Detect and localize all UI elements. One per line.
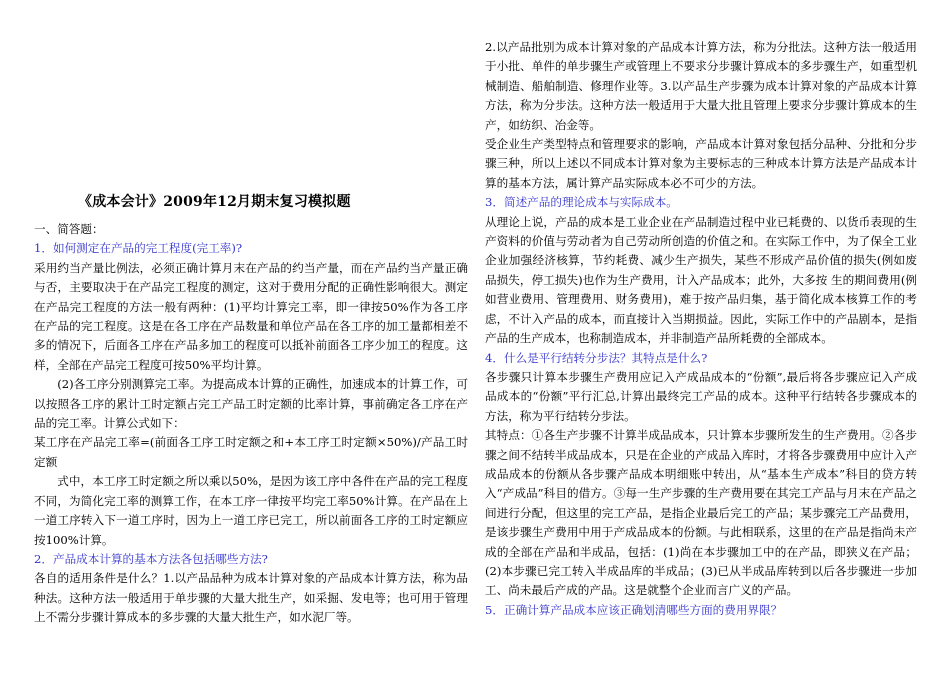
answer-4-paragraph-2: 其特点：①各生产步骤不计算半成品成本，只计算本步骤所发生的生产费用。②各步骤之间不结转半成品成本，只是在企业的产成品入库时，才将各步骤费用中应计入产成品成本的份额从各步骤产品成本明细账中转出，从“基本生产成本”科目的贷方转入“产成品”科目的借方。③每一生产步骤的生产费用要在其完工产品与月末在产品之间进行分配，但这里的完工产品，是指企业最后完工的产品；某步骤完工产品费用，是该步骤生产费用中用于产成品成本的份额。与此相联系，这里的在产品是指尚未产成的全部在产品和半成品，包括：(1)尚在本步骤加工中的在产品，即狭义在产品；(2)本步骤已完工转入半成品库的半成品；(3)已从半成品库转到以后各步骤进一步加工、尚未最后产成的产品。这是就整个企业而言广义的产品。	[485, 428, 917, 598]
answer-2-paragraph-3: 受企业生产类型特点和管理要求的影响，产品成本计算对象包括分品种、分批和分步骤三种，所以上述以不同成本计算对象为主要标志的三种成本计算方法是产品成本计算的基本方法，属计算产品实际成本必不可少的方法。	[485, 137, 917, 190]
answer-3-paragraph: 从理论上说，产品的成本是工业企业在产品制造过程中业已耗费的、以货币表现的生产资料的价值与劳动者为自己劳动所创造的价值之和。在实际工作中，为了保全工业企业加强经济核算，节约耗费、减少生产损失，某些不形成产品价值的损失(例如废品损失，停工损失)也作为生产费用，计入产品成本；此外，大多按 生的期间费用(例如营业费用、管理费用、财务费用)，难于按产品归集，基于简化成本核算工作的考虑，不计入产品的成本，而直接计入当期损益。因此，实际工作中的产品剧本，是指产品的生产成本，也称制造成本，并非制造产品所耗费的全部成本。	[485, 214, 917, 346]
answer-4-paragraph-1: 各步骤只计算本步骤生产费用应记入产成品成本的“份额”,最后将各步骤应记入产成品成本的“份额”平行汇总,计算出最终完工产品的成本。这种平行结转各步骤成本的方法，称为平行结转分步法。	[485, 369, 917, 423]
question-1: 1．如何测定在产品的完工程度(完工率)?	[34, 241, 243, 256]
section-heading: 一、简答题：	[34, 222, 104, 236]
question-2: 2．产品成本计算的基本方法各包括哪些方法?	[34, 551, 268, 566]
left-column	[34, 220, 468, 628]
answer-2-paragraph-1: 各自的适用条件是什么？1.以产品品种为成本计算对象的产品成本计算方法，称为品种法。这种方法一般适用于单步骤的大量大批生产，如采掘、发电等；也可用于管理上不需分步骤计算成本的多步骤的大量大批生产，如水泥厂等。	[34, 571, 468, 625]
answer-2-paragraph-2: 2.以产品批别为成本计算对象的产品成本计算方法，称为分批法。这种方法一般适用于小批、单件的单步骤生产或管理上不要求分步骤计算成本的多步骤生产，如重型机械制造、船舶制造、修理作业等。3.以产品生产步骤为成本计算对象的产品成本计算方法，称为分步法。这种方法一般适用于大量大批且管理上要求分步骤计算成本的生产，如纺织、冶金等。	[485, 40, 917, 132]
question-3: 3．简述产品的理论成本与实际成本。	[485, 195, 678, 210]
answer-1-formula: 某工序在产品完工率=(前面各工序工时定额之和+本工序工时定额×50%)/产品工时定额	[34, 435, 468, 469]
question-5: 5．正确计算产品成本应该正确划清哪些方面的费用界限？	[485, 602, 783, 617]
question-4: 4．什么是平行结转分步法？其特点是什么?	[485, 350, 708, 365]
document-title: 《成本会计》2009年12月期末复习模拟题	[78, 194, 351, 210]
answer-1-paragraph-1: 采用约当产量比例法，必须正确计算月末在产品的约当产量，而在产品约当产量正确与否，主要取决于在产品完工程度的测定，这对于费用分配的正确性影响很大。测定在产品完工程度的方法一般有两种：(1)平均计算完工率，即一律按50%作为各工序在产品的完工程度。这是在各工序在产品数量和单位产品在各工序的加工量都相差不多的情况下，后面各工序在产品多加工的程度可以抵补前面各工序少加工的程度。这样，全部在产品完工程度可按50%平均计算。	[34, 260, 468, 372]
answer-1-paragraph-2: (2)各工序分别测算完工率。为提高成本计算的正确性，加速成本的计算工作，可以按照各工序的累计工时定额占完工产品工时定额的比率计算，事前确定各工序在产品的完工率。计算公式如下：	[34, 377, 468, 431]
right-column	[485, 38, 917, 620]
answer-1-paragraph-3: 式中，本工序工时定额之所以乘以50%，是因为该工序中各件在产品的完工程度不同，为简化完工率的测算工作，在本工序一律按平均完工率50%计算。在产品在上一道工序转入下一道工序时，因为上一道工序已完工，所以前面各工序的工时定额应按100%计算。	[34, 474, 468, 547]
